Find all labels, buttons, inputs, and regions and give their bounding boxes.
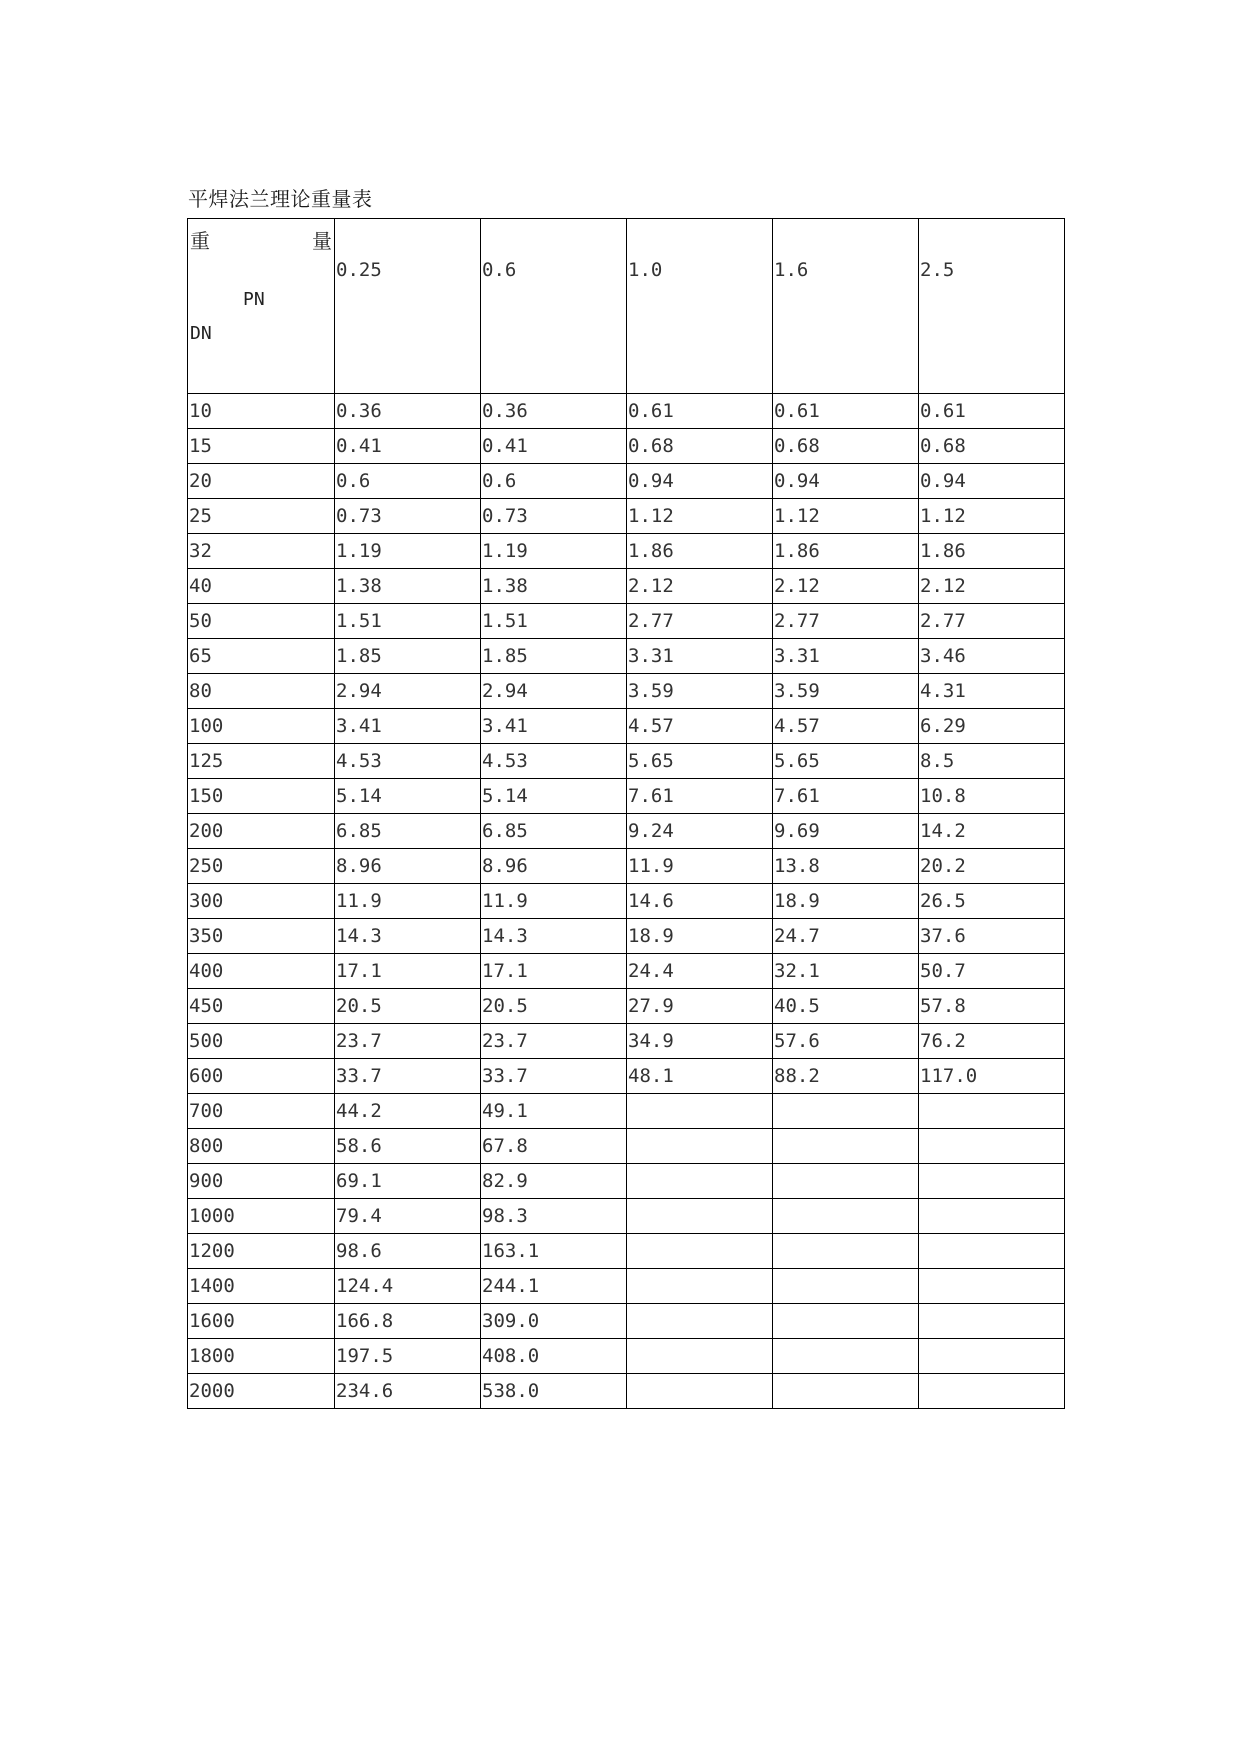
dn-cell: 2000	[188, 1374, 335, 1409]
table-row	[188, 534, 1065, 569]
dn-cell: 250	[188, 849, 335, 884]
table-row	[188, 1094, 1065, 1129]
weight-cell: 57.8	[919, 989, 1065, 1024]
weight-cell: 3.46	[919, 639, 1065, 674]
dn-cell: 350	[188, 919, 335, 954]
weight-cell: 57.6	[773, 1024, 919, 1059]
weight-cell: 27.9	[627, 989, 773, 1024]
pn-header-cell: 1.0	[627, 219, 773, 394]
weight-cell: 0.61	[919, 394, 1065, 429]
weight-cell: 8.96	[335, 849, 481, 884]
corner-label-dn: DN	[190, 323, 212, 344]
weight-cell: 14.3	[481, 919, 627, 954]
table-row	[188, 1234, 1065, 1269]
weight-cell	[627, 1374, 773, 1409]
dn-cell: 1400	[188, 1269, 335, 1304]
weight-cell: 4.57	[773, 709, 919, 744]
weight-cell: 33.7	[335, 1059, 481, 1094]
weight-cell: 11.9	[335, 884, 481, 919]
weight-cell	[919, 1374, 1065, 1409]
weight-cell: 3.59	[773, 674, 919, 709]
pn-header-cell: 1.6	[773, 219, 919, 394]
table-row	[188, 464, 1065, 499]
dn-cell: 100	[188, 709, 335, 744]
weight-cell: 0.73	[481, 499, 627, 534]
weight-cell: 117.0	[919, 1059, 1065, 1094]
weight-cell: 244.1	[481, 1269, 627, 1304]
table-row	[188, 1164, 1065, 1199]
weight-cell: 7.61	[773, 779, 919, 814]
weight-cell: 13.8	[773, 849, 919, 884]
weight-cell	[773, 1374, 919, 1409]
dn-cell: 300	[188, 884, 335, 919]
weight-cell	[773, 1304, 919, 1339]
weight-cell	[919, 1269, 1065, 1304]
dn-cell: 10	[188, 394, 335, 429]
dn-cell: 400	[188, 954, 335, 989]
weight-cell: 538.0	[481, 1374, 627, 1409]
weight-cell: 98.6	[335, 1234, 481, 1269]
weight-cell: 166.8	[335, 1304, 481, 1339]
table-row	[188, 1129, 1065, 1164]
weight-cell: 2.77	[919, 604, 1065, 639]
weight-cell: 2.12	[919, 569, 1065, 604]
dn-cell: 1600	[188, 1304, 335, 1339]
table-row	[188, 814, 1065, 849]
weight-cell: 2.94	[481, 674, 627, 709]
dn-cell: 900	[188, 1164, 335, 1199]
weight-cell: 5.14	[335, 779, 481, 814]
document-title: 平焊法兰理论重量表	[188, 187, 373, 211]
weight-cell: 23.7	[481, 1024, 627, 1059]
table-row	[188, 1269, 1065, 1304]
weight-cell: 3.31	[773, 639, 919, 674]
corner-header-cell	[188, 219, 335, 394]
weight-cell: 1.12	[773, 499, 919, 534]
weight-cell: 197.5	[335, 1339, 481, 1374]
weight-cell	[919, 1339, 1065, 1374]
corner-label-pn: PN	[243, 289, 265, 310]
weight-cell: 163.1	[481, 1234, 627, 1269]
weight-cell: 0.68	[919, 429, 1065, 464]
weight-cell: 79.4	[335, 1199, 481, 1234]
weight-cell: 0.36	[335, 394, 481, 429]
dn-cell: 40	[188, 569, 335, 604]
table-row	[188, 1059, 1065, 1094]
weight-cell: 98.3	[481, 1199, 627, 1234]
weight-cell: 0.61	[627, 394, 773, 429]
weight-cell: 88.2	[773, 1059, 919, 1094]
dn-cell: 15	[188, 429, 335, 464]
weight-cell: 2.12	[627, 569, 773, 604]
weight-cell	[773, 1094, 919, 1129]
weight-cell: 1.86	[773, 534, 919, 569]
weight-cell: 0.61	[773, 394, 919, 429]
weight-cell: 32.1	[773, 954, 919, 989]
table-row	[188, 744, 1065, 779]
dn-cell: 1800	[188, 1339, 335, 1374]
weight-cell	[773, 1339, 919, 1374]
weight-cell: 234.6	[335, 1374, 481, 1409]
weight-cell: 20.2	[919, 849, 1065, 884]
weight-cell: 24.7	[773, 919, 919, 954]
weight-cell: 1.85	[335, 639, 481, 674]
weight-cell: 11.9	[481, 884, 627, 919]
weight-cell: 0.41	[481, 429, 627, 464]
weight-cell: 1.86	[627, 534, 773, 569]
weight-cell: 124.4	[335, 1269, 481, 1304]
weight-cell: 8.96	[481, 849, 627, 884]
weight-cell: 0.73	[335, 499, 481, 534]
weight-cell: 5.14	[481, 779, 627, 814]
weight-cell: 14.3	[335, 919, 481, 954]
weight-cell: 26.5	[919, 884, 1065, 919]
weight-cell: 37.6	[919, 919, 1065, 954]
table-row	[188, 429, 1065, 464]
weight-cell: 1.85	[481, 639, 627, 674]
weight-cell	[627, 1304, 773, 1339]
weight-cell: 6.29	[919, 709, 1065, 744]
weight-cell: 18.9	[627, 919, 773, 954]
weight-cell	[919, 1094, 1065, 1129]
table-row	[188, 1339, 1065, 1374]
dn-cell: 800	[188, 1129, 335, 1164]
dn-cell: 50	[188, 604, 335, 639]
weight-cell: 58.6	[335, 1129, 481, 1164]
weight-cell: 1.38	[481, 569, 627, 604]
dn-cell: 450	[188, 989, 335, 1024]
dn-cell: 80	[188, 674, 335, 709]
table-row	[188, 394, 1065, 429]
weight-cell	[919, 1129, 1065, 1164]
weight-cell: 6.85	[335, 814, 481, 849]
weight-cell	[773, 1199, 919, 1234]
dn-cell: 1200	[188, 1234, 335, 1269]
weight-cell: 0.36	[481, 394, 627, 429]
weight-cell	[919, 1304, 1065, 1339]
dn-cell: 500	[188, 1024, 335, 1059]
weight-cell: 17.1	[481, 954, 627, 989]
weight-cell: 1.12	[919, 499, 1065, 534]
weight-cell	[627, 1269, 773, 1304]
weight-cell: 6.85	[481, 814, 627, 849]
weight-cell: 1.19	[335, 534, 481, 569]
weight-cell: 0.68	[627, 429, 773, 464]
weight-cell: 10.8	[919, 779, 1065, 814]
weight-cell: 48.1	[627, 1059, 773, 1094]
weight-cell	[627, 1339, 773, 1374]
weight-cell: 67.8	[481, 1129, 627, 1164]
pn-header-cell: 2.5	[919, 219, 1065, 394]
weight-cell	[773, 1164, 919, 1199]
weight-cell	[627, 1129, 773, 1164]
weight-cell: 0.41	[335, 429, 481, 464]
weight-cell: 1.51	[335, 604, 481, 639]
dn-cell: 1000	[188, 1199, 335, 1234]
pn-header-cell: 0.25	[335, 219, 481, 394]
weight-cell: 0.6	[481, 464, 627, 499]
weight-cell: 76.2	[919, 1024, 1065, 1059]
weight-cell: 69.1	[335, 1164, 481, 1199]
weight-cell	[627, 1094, 773, 1129]
weight-cell: 2.77	[627, 604, 773, 639]
table-row	[188, 954, 1065, 989]
weight-cell: 9.24	[627, 814, 773, 849]
weight-cell: 33.7	[481, 1059, 627, 1094]
weight-cell: 4.31	[919, 674, 1065, 709]
weight-cell: 4.53	[335, 744, 481, 779]
weight-cell	[627, 1234, 773, 1269]
weight-cell	[627, 1164, 773, 1199]
weight-cell: 14.6	[627, 884, 773, 919]
weight-cell: 2.77	[773, 604, 919, 639]
weight-cell: 34.9	[627, 1024, 773, 1059]
dn-cell: 125	[188, 744, 335, 779]
weight-cell: 4.57	[627, 709, 773, 744]
weight-cell: 2.94	[335, 674, 481, 709]
weight-cell: 44.2	[335, 1094, 481, 1129]
dn-cell: 600	[188, 1059, 335, 1094]
weight-cell	[627, 1199, 773, 1234]
weight-cell: 11.9	[627, 849, 773, 884]
weight-cell: 0.6	[335, 464, 481, 499]
dn-cell: 25	[188, 499, 335, 534]
corner-label-weight-left: 重	[190, 229, 210, 253]
weight-cell: 1.19	[481, 534, 627, 569]
weight-cell: 50.7	[919, 954, 1065, 989]
table-row	[188, 989, 1065, 1024]
table-row	[188, 709, 1065, 744]
weight-cell: 4.53	[481, 744, 627, 779]
weight-cell: 3.31	[627, 639, 773, 674]
weight-cell	[919, 1164, 1065, 1199]
weight-cell	[773, 1129, 919, 1164]
weight-cell: 20.5	[335, 989, 481, 1024]
weight-cell: 14.2	[919, 814, 1065, 849]
table-row	[188, 1374, 1065, 1409]
weight-cell: 3.41	[481, 709, 627, 744]
weight-cell: 0.68	[773, 429, 919, 464]
weight-cell	[919, 1234, 1065, 1269]
weight-cell: 1.38	[335, 569, 481, 604]
weight-cell: 24.4	[627, 954, 773, 989]
weight-cell: 7.61	[627, 779, 773, 814]
weight-cell: 20.5	[481, 989, 627, 1024]
dn-cell: 700	[188, 1094, 335, 1129]
corner-label-weight-right: 量	[312, 229, 332, 253]
table-row	[188, 1304, 1065, 1339]
table-row	[188, 849, 1065, 884]
weight-cell: 40.5	[773, 989, 919, 1024]
weight-cell: 18.9	[773, 884, 919, 919]
weight-cell: 1.12	[627, 499, 773, 534]
table-row	[188, 919, 1065, 954]
table-row	[188, 1024, 1065, 1059]
weight-cell: 309.0	[481, 1304, 627, 1339]
weight-cell: 17.1	[335, 954, 481, 989]
weight-cell: 9.69	[773, 814, 919, 849]
weight-cell: 1.51	[481, 604, 627, 639]
dn-cell: 200	[188, 814, 335, 849]
weight-cell: 0.94	[919, 464, 1065, 499]
table-row	[188, 674, 1065, 709]
weight-cell	[773, 1269, 919, 1304]
table-row	[188, 604, 1065, 639]
flange-weight-table	[187, 218, 1065, 1409]
dn-cell: 150	[188, 779, 335, 814]
weight-cell: 3.59	[627, 674, 773, 709]
table-row	[188, 569, 1065, 604]
weight-cell: 0.94	[627, 464, 773, 499]
weight-cell: 5.65	[627, 744, 773, 779]
weight-cell: 2.12	[773, 569, 919, 604]
dn-cell: 20	[188, 464, 335, 499]
weight-cell: 23.7	[335, 1024, 481, 1059]
weight-cell	[773, 1234, 919, 1269]
weight-cell: 408.0	[481, 1339, 627, 1374]
weight-cell: 8.5	[919, 744, 1065, 779]
weight-cell: 0.94	[773, 464, 919, 499]
table-row	[188, 639, 1065, 674]
weight-cell	[919, 1199, 1065, 1234]
table-row	[188, 779, 1065, 814]
pn-header-cell: 0.6	[481, 219, 627, 394]
weight-cell: 49.1	[481, 1094, 627, 1129]
weight-cell: 3.41	[335, 709, 481, 744]
weight-cell: 5.65	[773, 744, 919, 779]
table-row	[188, 1199, 1065, 1234]
table-header-row	[188, 219, 1065, 394]
table-row	[188, 884, 1065, 919]
dn-cell: 65	[188, 639, 335, 674]
table-row	[188, 499, 1065, 534]
dn-cell: 32	[188, 534, 335, 569]
weight-cell: 1.86	[919, 534, 1065, 569]
weight-cell: 82.9	[481, 1164, 627, 1199]
